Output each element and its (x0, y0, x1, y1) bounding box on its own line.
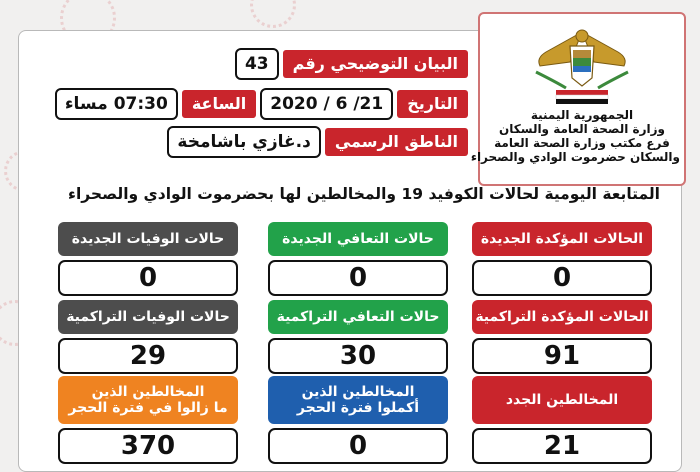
card-total-deaths (58, 300, 238, 374)
card-contacts-completed (268, 376, 448, 464)
card-value: 0 (268, 260, 448, 296)
card-label: الحالات المؤكدة التراكمية (472, 300, 652, 334)
spokesman-label: الناطق الرسمي (325, 128, 468, 156)
card-label-line: ما زالوا في فترة الحجر (68, 400, 228, 416)
card-label: المخالطين الجدد (472, 376, 652, 424)
card-contacts-in-quarantine (58, 376, 238, 464)
date-label: التاريخ (397, 90, 468, 118)
card-total-confirmed (472, 300, 652, 374)
date-value: 2020 / 6 /21 (260, 88, 393, 120)
org-line: الجمهورية اليمنية (530, 108, 634, 122)
card-value: 29 (58, 338, 238, 374)
card-label-line: المخالطين الذين (91, 384, 205, 400)
card-value: 0 (58, 260, 238, 296)
card-total-recovered (268, 300, 448, 374)
card-label (268, 376, 448, 424)
time-label: الساعة (182, 90, 256, 118)
org-line: فرع مكتب وزارة الصحة العامة (494, 136, 670, 150)
bulletin-number-row (235, 48, 468, 80)
card-label: حالات الوفيات التراكمية (58, 300, 238, 334)
time-value: 07:30 مساء (55, 88, 178, 120)
page-subtitle: المتابعة اليومية لحالات الكوفيد 19 والمخالطين لها بحضرموت الوادي والصحراء (68, 185, 660, 203)
card-label: حالات الوفيات الجديدة (58, 222, 238, 256)
org-line: وزارة الصحة العامة والسكان (499, 122, 665, 136)
virus-decoration-icon (250, 0, 296, 28)
spokesman-row (167, 126, 468, 158)
spokesman-name: د.غازي باشامخة (167, 126, 320, 158)
bulletin-number: 43 (235, 48, 279, 80)
date-time-row (55, 88, 468, 120)
org-line: والسكان حضرموت الوادي والصحراء (470, 150, 680, 164)
card-new-contacts (472, 376, 652, 464)
card-value: 21 (472, 428, 652, 464)
card-label: الحالات المؤكدة الجديدة (472, 222, 652, 256)
card-new-confirmed (472, 222, 652, 296)
card-new-recovered (268, 222, 448, 296)
organization-name (470, 108, 680, 164)
card-value: 0 (268, 428, 448, 464)
card-value: 370 (58, 428, 238, 464)
card-label: حالات التعافي التراكمية (268, 300, 448, 334)
card-value: 91 (472, 338, 652, 374)
card-label: حالات التعافي الجديدة (268, 222, 448, 256)
card-value: 30 (268, 338, 448, 374)
card-label (58, 376, 238, 424)
card-new-deaths (58, 222, 238, 296)
card-label-line: أكملوا فترة الحجر (296, 400, 420, 416)
card-label-line: المخالطين الذين (301, 384, 415, 400)
bulletin-label: البيان التوضيحي رقم (283, 50, 468, 78)
yemen-eagle-emblem-icon (526, 22, 638, 106)
organization-box (470, 12, 686, 186)
card-value: 0 (472, 260, 652, 296)
